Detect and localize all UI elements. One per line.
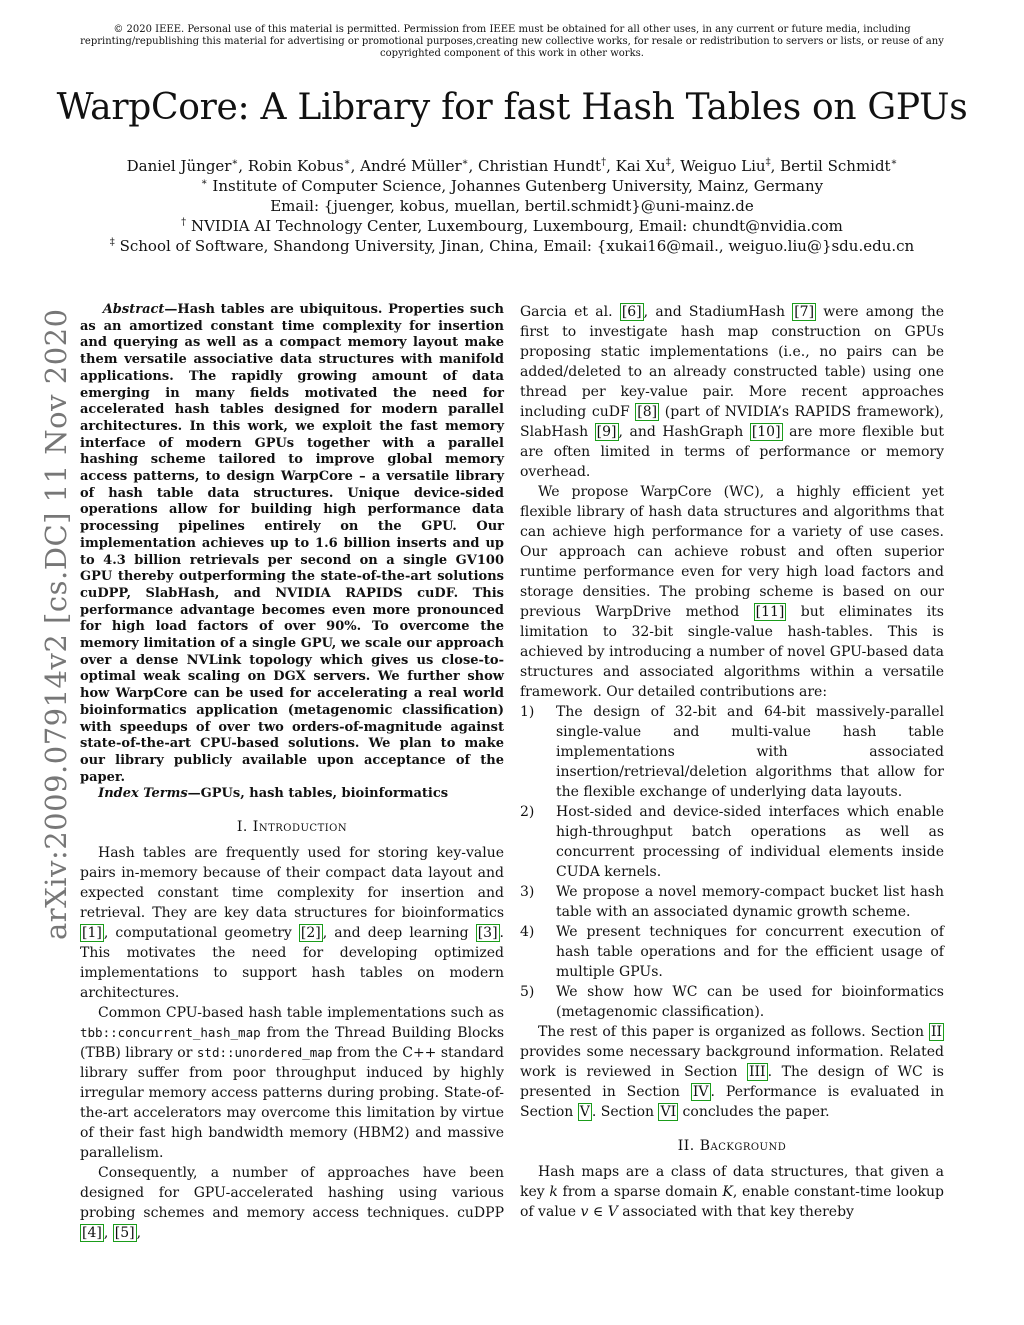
affil-mark: ‡ — [109, 237, 115, 248]
affil-mark: † — [181, 217, 187, 228]
section-ref-link[interactable]: III — [748, 1064, 766, 1080]
section-heading-background: II. Background — [677, 1138, 787, 1154]
list-text: We propose a novel memory-compact bucket list hash table with an associated dynamic growth scheme. — [556, 884, 944, 920]
affiliation — [40, 236, 984, 256]
author-name: André Müller — [360, 157, 462, 175]
math-var: v — [580, 1204, 589, 1220]
contributions-list — [520, 702, 944, 1022]
abstract — [80, 302, 504, 786]
list-number: 2) — [520, 804, 535, 820]
left-column — [80, 302, 504, 1243]
code-std-map: std::unordered_map — [196, 1045, 333, 1061]
section-heading-introduction: I. Introduction — [236, 819, 348, 836]
author-names: Daniel Jünger∗, Robin Kobus∗, André Müller∗, Christian Hundt†, Kai Xu‡, Weiguo Liu‡, Bertil Schmidt∗ — [126, 157, 898, 175]
author-name: Kai Xu — [615, 157, 666, 175]
list-number: 3) — [520, 884, 535, 900]
affiliation — [40, 216, 984, 236]
index-terms-label: Index Terms — [98, 786, 188, 802]
list-item — [520, 702, 944, 802]
list-number: 5) — [520, 984, 535, 1000]
affil-mark: ∗ — [890, 157, 898, 168]
citation-link[interactable]: [9] — [596, 424, 617, 440]
citation-link[interactable]: [4] — [82, 1225, 102, 1242]
math-var: K — [722, 1184, 733, 1200]
section-ref-link[interactable]: II — [930, 1024, 942, 1040]
affil-mark: ∗ — [461, 157, 469, 168]
author-name: Bertil Schmidt — [780, 157, 891, 175]
author-name: Weiguo Liu — [680, 157, 766, 175]
index-terms-dash: — — [187, 786, 201, 802]
list-text: The design of 32-bit and 64-bit massively-parallel single-value and multi-value hash table implementations with associated insertion/retrieval/deletion algorithms that allow for the flexible exchange of underlying data layouts. — [556, 704, 944, 800]
background-paragraph-1: Hash maps are a class of data structures, that given a key k from a sparse domain K, enable constant-time lookup of value v ∈ V associated with that key thereby — [520, 1164, 944, 1220]
affil-mark: † — [601, 157, 607, 168]
author-name: Christian Hundt — [478, 157, 602, 175]
code-tbb-map: tbb::concurrent_hash_map — [80, 1025, 261, 1041]
author-block — [40, 156, 984, 256]
intro-paragraph-3: Consequently, a number of approaches have been designed for GPU-accelerated hashing using various probing schemes and memory access techniques. cuDPP [4] , [5] , — [80, 1165, 504, 1242]
index-terms — [80, 786, 504, 803]
affil-mark: ∗ — [343, 157, 351, 168]
affiliation-email: Email: {juenger, kobus, muellan, bertil.schmidt}@uni-mainz.de — [270, 197, 754, 215]
citation-link[interactable]: [1] — [82, 925, 102, 942]
intro-paragraph-1: Hash tables are frequently used for storing key-value pairs in-memory because of their compact data layout and expected constant time complexity for insertion and retrieval. They are key data structures for bioinformatics [1] , computational geometry [2] , and deep learning [3] . This motivates the need for developing optimized implementations to support hash tables on modern architectures. — [80, 845, 504, 1002]
list-item — [520, 922, 944, 982]
citation-link[interactable]: [8] — [637, 404, 658, 420]
list-number: 4) — [520, 924, 535, 940]
affiliation-text: School of Software, Shandong University, Jinan, China, Email: {xukai16@mail., weiguo.liu@}sdu.edu.cn — [119, 237, 915, 255]
citation-link[interactable]: [5] — [114, 1225, 135, 1242]
abstract-dash: — — [164, 302, 178, 317]
citation-link[interactable]: [11] — [755, 604, 785, 620]
citation-link[interactable]: [6] — [621, 304, 642, 320]
paper-title: WarpCore: A Library for fast Hash Tables on GPUs — [56, 87, 968, 128]
list-item — [520, 882, 944, 922]
intro-paragraph-4: We propose WarpCore (WC), a highly efficient yet flexible library of hash data structures and algorithms that can achieve high performance for a variety of use cases. Our approach can achieve robust and often superior runtime performance even for very high load factors and storage densities. The probing scheme is based on our previous WarpDrive method [11] but eliminates its limitation to 32-bit single-value hash-tables. This is achieved by introducing a number of novel GPU-based data structures and associated algorithms within a versatile framework. Our detailed contributions are: — [520, 484, 944, 700]
copyright-notice: © 2020 IEEE. Personal use of this material is permitted. Permission from IEEE must be obtained for all other uses, in any current or future media, including reprinting/republishing this material for advertising or promotional purposes,creating new collective works, for resale or redistribution to servers or lists, or reuse of any copyrighted component of this work in other works. — [80, 24, 944, 59]
affil-mark: ∗ — [200, 177, 208, 188]
affiliation — [40, 176, 984, 196]
list-number: 1) — [520, 704, 535, 720]
index-terms-text: GPUs, hash tables, bioinformatics — [200, 786, 449, 802]
section-ref-link[interactable]: IV — [692, 1084, 709, 1100]
intro-paragraph-3-cont: Garcia et al. [6] , and StadiumHash [7] were among the first to investigate hash map construction on GPUs proposing static implementations (i.e., no pairs can be added/deleted to an already constructed table) using one thread per key-value pair. More recent approaches including cuDF [8] (part of NVIDIA’s RAPIDS framework), SlabHash [9] , and HashGraph [10] are more flexible but are often limited in terms of performance or memory overhead. — [520, 304, 944, 480]
intro-paragraph-2: Common CPU-based hash table implementations such as tbb::concurrent_hash_map from the Thread Building Blocks (TBB) library or std::unordered_map from the C++ standard library suffer from poor throughput induced by highly irregular memory access patterns during probing. State-of-the-art accelerators may overcome this limitation by virtue of their fast high bandwidth memory (HBM2) and massive parallelism. — [80, 1005, 504, 1162]
author-name: Robin Kobus — [247, 157, 344, 175]
list-item — [520, 802, 944, 882]
list-text: We show how WC can be used for bioinformatics (metagenomic classification). — [556, 984, 944, 1020]
affil-mark: ‡ — [665, 157, 671, 168]
right-column — [520, 302, 944, 1222]
abstract-text: Hash tables are ubiquitous. Properties such as an amortized constant time complexity for insertion and querying as well as a compact memory layout make them versatile associative data structures with manifold applications. The rapidly growing amount of data emerging in many fields motivated the need for accelerated hash tables designed for modern parallel architectures. In this work, we exploit the fast memory interface of modern GPUs together with a parallel hashing scheme tailored to improve global memory access patterns, to design WarpCore – a versatile library of hash table data structures. Unique device-sided operations allow for building high performance data processing pipelines entirely on the GPU. Our implementation achieves up to 1.6 billion inserts and up to 4.3 billion retrievals per second on a single GV100 GPU thereby outperforming the state-of-the-art solutions cuDPP, SlabHash, and NVIDIA RAPIDS cuDF. This performance advantage becomes even more pronounced for high load factors of over 90%. To overcome the memory limitation of a single GPU, we scale our approach over a dense NVLink topology which gives us close-to-optimal weak scaling on DGX servers. We further show how WarpCore can be used for accelerating a real world bioinformatics application (metagenomic classification) with speedups of over two orders-of-magnitude against state-of-the-art CPU-based solutions. We plan to make our library publicly available upon acceptance of the paper. — [80, 302, 504, 785]
author-name: Daniel Jünger — [126, 157, 232, 175]
affiliation-text: NVIDIA AI Technology Center, Luxembourg, Luxembourg, Email: chundt@nvidia.com — [190, 217, 843, 235]
math-var: V — [607, 1204, 618, 1220]
list-item — [520, 982, 944, 1022]
list-text: We present techniques for concurrent execution of hash table operations and for the efficient usage of multiple GPUs. — [556, 924, 944, 980]
citation-link[interactable]: [3] — [477, 925, 498, 942]
citation-link[interactable]: [2] — [300, 925, 321, 942]
list-text: Host-sided and device-sided interfaces which enable high-throughput batch operations as well as concurrent processing of individual elements inside CUDA kernels. — [556, 804, 944, 880]
citation-link[interactable]: [10] — [751, 424, 781, 440]
affil-mark: ∗ — [231, 157, 239, 168]
affil-mark: ‡ — [765, 157, 771, 168]
arxiv-sidebar-stamp: arXiv:2009.07914v2 [cs.DC] 11 Nov 2020 — [39, 308, 73, 940]
intro-paragraph-5: The rest of this paper is organized as follows. Section II provides some necessary background information. Related work is reviewed in Section III . The design of WC is presented in Section IV . Performance is evaluated in Section V . Section VI concludes the paper. — [520, 1024, 944, 1120]
section-ref-link[interactable]: VI — [660, 1104, 677, 1120]
section-ref-link[interactable]: V — [579, 1104, 590, 1120]
affiliation-text: Institute of Computer Science, Johannes Gutenberg University, Mainz, Germany — [212, 177, 824, 195]
citation-link[interactable]: [7] — [794, 304, 815, 320]
affiliation — [40, 196, 984, 216]
math-var: k — [549, 1184, 558, 1200]
abstract-label: Abstract — [102, 302, 165, 317]
